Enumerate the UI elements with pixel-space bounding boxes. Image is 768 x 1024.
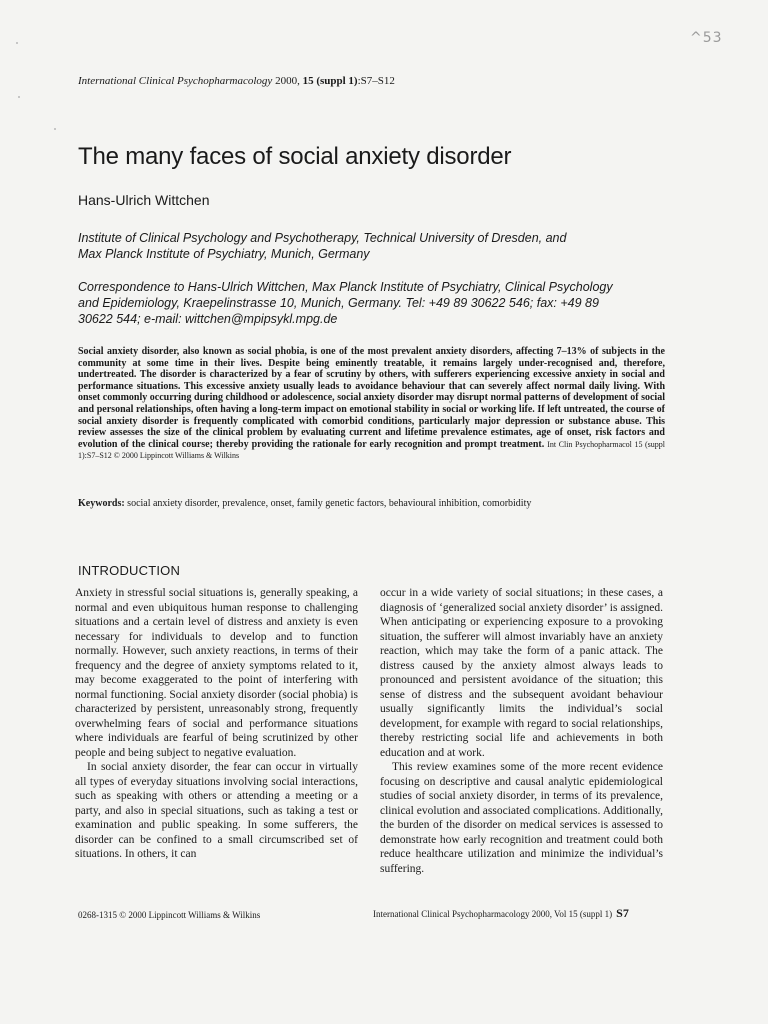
body-paragraph: Anxiety in stressful social situations is, generally speaking, a normal and even ubiquitous human response to challenging situations and a certain level of distress and anxiety is even necessary for individuals to develop and to function normally. However, such anxiety reactions, in terms of their frequency and the degree of anxiety symptoms related to it, may become exaggerated to the point of interfering with normal functioning. Social anxiety disorder (social phobia) is characterized by persistent, unreasonably strong, frequently overwhelming fears of social and performance situations where individuals are fearful of being scrutinized by other people and being subject to negative evaluation. bbox=[75, 587, 358, 759]
scan-speck bbox=[16, 42, 18, 44]
affiliation-line: Institute of Clinical Psychology and Psychotherapy, Technical University of Dresden, and bbox=[78, 231, 567, 245]
body-paragraph: This review examines some of the more recent evidence focusing on descriptive and causal analytic epidemiological studies of social anxiety disorder, in terms of its prevalence, clinical evolution and associated complications. Additionally, the burden of the disorder on medical services is assessed to demonstrate how early recognition and treatment could both reduce healthcare utilization and minimize the individual’s suffering. bbox=[380, 761, 663, 875]
abstract-citation: Int Clin Psychopharmacol 15 (suppl 1):S7–S12 © 2000 Lippincott Williams & Wilkins bbox=[78, 439, 665, 461]
journal-name: International Clinical Psychopharmacology bbox=[78, 75, 273, 87]
correspondence-line: Correspondence to Hans-Ulrich Wittchen, Max Planck Institute of Psychiatry, Clinical Psychology bbox=[78, 280, 613, 294]
journal-citation-header bbox=[78, 75, 395, 87]
author-name: Hans-Ulrich Wittchen bbox=[78, 192, 210, 208]
article-title: The many faces of social anxiety disorder bbox=[78, 143, 512, 170]
abstract bbox=[78, 346, 665, 462]
affiliation-line: Max Planck Institute of Psychiatry, Munich, Germany bbox=[78, 247, 370, 261]
journal-year: 2000, bbox=[275, 75, 300, 87]
abstract-text: Social anxiety disorder, also known as social phobia, is one of the most prevalent anxiety disorders, affecting 7–13% of subjects in the community at some time in their lives. Despite being eminently treatable, it remains largely under-recognised and, therefore, undertreated. The disorder is characterized by a fear of scrutiny by others, with sufferers experiencing excessive anxiety in social and performance situations. This excessive anxiety usually leads to avoidance behaviour that can severely affect normal daily living. With onset commonly occurring during childhood or adolescence, social anxiety disorder may disrupt normal patterns of development of social and personal relationships, often having a long-term impact on emotional stability in social or working life. If left untreated, the course of social anxiety disorder is frequently complicated with comorbid conditions, particularly major depression or substance abuse. This review assesses the size of the clinical problem by evaluating current and lifetime prevalence estimates, age of onset, risk factors and evolution of the clinical course; thereby providing the rationale for early recognition and prompt treatment. bbox=[78, 346, 665, 450]
journal-pages: :S7–S12 bbox=[357, 75, 395, 87]
page-number: S7 bbox=[616, 906, 629, 920]
scan-speck bbox=[54, 128, 56, 130]
correspondence-block bbox=[78, 279, 688, 327]
body-paragraph: occur in a wide variety of social situations; in these cases, a diagnosis of ‘generalized social anxiety disorder’ is assigned. When anticipating or experiencing exposure to a provoking situation, the sufferer will almost invariably have an anxiety reaction, which may take the form of a panic attack. The distress caused by the anxiety almost always leads to pronounced and persistent avoidance of the situation; this sense of distress and the subsequent avoidant behaviour usually significantly limits the individual’s social development, for example with regard to social relationships, thereby restricting social life and achievements in both education and at work. bbox=[380, 587, 663, 759]
body-column-right bbox=[380, 586, 663, 876]
journal-volume: 15 bbox=[302, 75, 314, 87]
body-paragraph: In social anxiety disorder, the fear can occur in virtually all types of everyday situations involving social interactions, such as speaking with others or attending a meeting or a party, and also in special situations, such as taking a test or examination and public speaking. In some sufferers, the disorder can be confined to a small circumscribed set of situations. In others, it can bbox=[75, 761, 358, 860]
body-column-left bbox=[75, 586, 358, 862]
journal-issue: (suppl 1) bbox=[316, 75, 358, 87]
section-heading-introduction: INTRODUCTION bbox=[78, 563, 181, 578]
keywords-label: Keywords: bbox=[78, 498, 125, 509]
journal-footer bbox=[373, 906, 629, 921]
scan-speck bbox=[18, 96, 20, 98]
copyright-footer: 0268-1315 © 2000 Lippincott Williams & Wilkins bbox=[78, 910, 261, 920]
journal-footer-text: International Clinical Psychopharmacology 2000, Vol 15 (suppl 1) bbox=[373, 909, 613, 919]
correspondence-line: and Epidemiology, Kraepelinstrasse 10, Munich, Germany. Tel: +49 89 30622 546; fax: +49 89 bbox=[78, 296, 599, 310]
correspondence-line: 30622 544; e-mail: wittchen@mpipsykl.mpg.de bbox=[78, 312, 338, 326]
author-affiliation bbox=[78, 230, 678, 262]
keywords-text: social anxiety disorder, prevalence, onset, family genetic factors, behavioural inhibition, comorbidity bbox=[127, 498, 532, 509]
keywords bbox=[78, 498, 531, 509]
handwritten-page-mark: ^53 bbox=[690, 30, 723, 46]
